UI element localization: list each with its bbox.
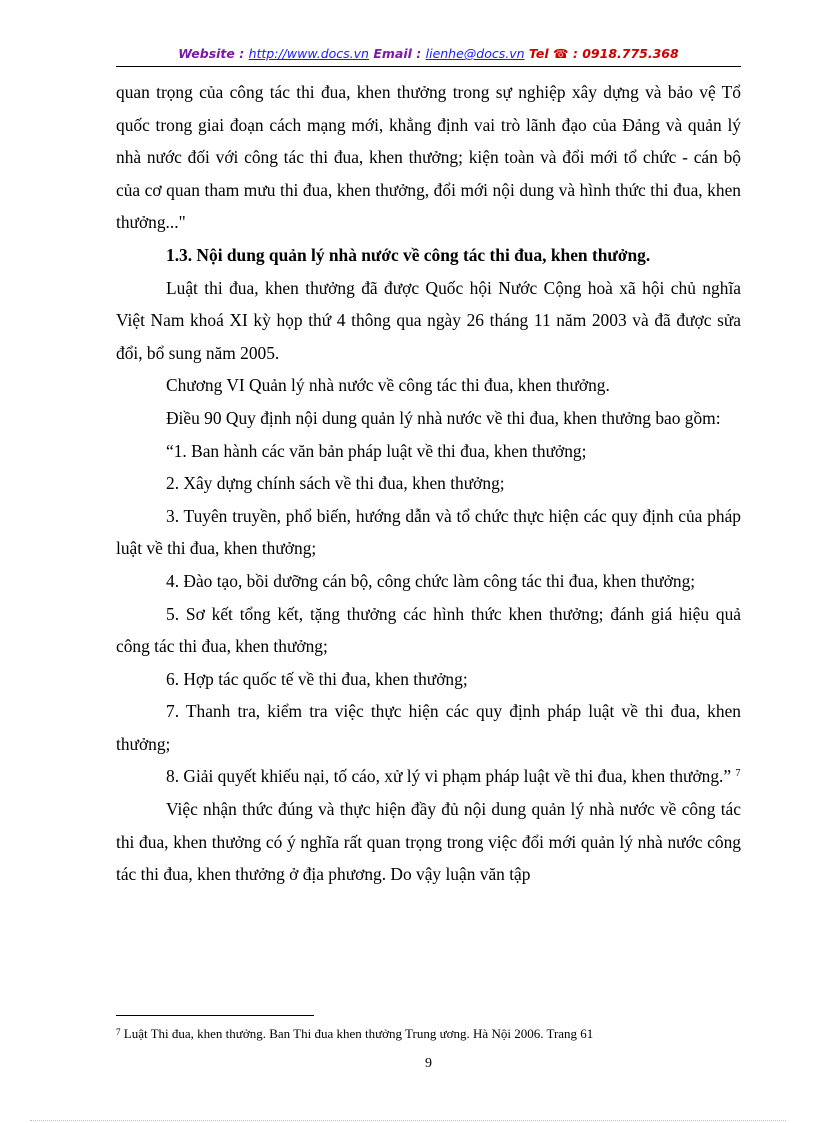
website-link[interactable]: http://www.docs.vn [248, 46, 369, 61]
paragraph-article: Điều 90 Quy định nội dung quản lý nhà nước về thi đua, khen thưởng bao gồm: [166, 407, 721, 428]
paragraph-conclusion: Việc nhận thức đúng và thực hiện đầy đủ nội dung quản lý nhà nước về công tác thi đua, khen thưởng có ý nghĩa rất quan trọng trong việc đổi mới quản lý nhà nước công tác thi đua, khen thưởng ở địa phương. Do vậy luận văn tập [116, 799, 741, 885]
footnote-divider [116, 1015, 314, 1016]
page-bottom-border [30, 1120, 786, 1121]
tel-label: Tel [528, 46, 553, 61]
footnote [116, 1026, 741, 1042]
paragraph-law: Luật thi đua, khen thưởng đã được Quốc hội Nước Cộng hoà xã hội chủ nghĩa Việt Nam khoá XI kỳ họp thứ 4 thông qua ngày 26 tháng 11 năm 2003 và đã được sửa đổi, bổ sung năm 2005. [116, 277, 741, 363]
telephone-icon: ☎ [552, 46, 569, 61]
paragraph-chapter: Chương VI Quản lý nhà nước về công tác thi đua, khen thưởng. [166, 375, 610, 396]
paragraph-continued: quan trọng của công tác thi đua, khen thưởng trong sự nghiệp xây dựng và bảo vệ Tổ quốc trong giai đoạn cách mạng mới, khẳng định vai trò lãnh đạo của Đảng và quản lý nhà nước đối với công tác thi đua, khen thưởng; kiện toàn và đổi mới tổ chức - cán bộ của cơ quan tham mưu thi đua, khen thưởng, đổi mới nội dung và hình thức thi đua, khen thưởng..." [116, 82, 741, 233]
footnote-text: Luật Thi đua, khen thưởng. Ban Thi đua khen thưởng Trung ương. Hà Nội 2006. Trang 61 [120, 1026, 594, 1041]
tel-number: : 0918.775.368 [568, 46, 679, 61]
list-item: 4. Đào tạo, bồi dưỡng cán bộ, công chức làm công tác thi đua, khen thưởng; [166, 570, 696, 591]
section-heading: 1.3. Nội dung quản lý nhà nước về công tác thi đua, khen thưởng. [166, 244, 651, 265]
list-item: 2. Xây dựng chính sách về thi đua, khen thưởng; [166, 473, 505, 494]
footnote-number: 7 [116, 1027, 121, 1037]
email-label: Email : [373, 46, 426, 61]
list-item: 5. Sơ kết tổng kết, tặng thưởng các hình thức khen thưởng; đánh giá hiệu quả công tác thi đua, khen thưởng; [116, 603, 741, 657]
footnote-reference[interactable]: 7 [735, 768, 741, 780]
list-item: 6. Hợp tác quốc tế về thi đua, khen thưởng; [166, 668, 468, 689]
page-number: 9 [425, 1056, 432, 1071]
list-item: 7. Thanh tra, kiểm tra việc thực hiện các quy định pháp luật về thi đua, khen thưởng; [116, 701, 741, 754]
email-link[interactable]: lienhe@docs.vn [425, 46, 525, 61]
list-item: 3. Tuyên truyền, phổ biến, hướng dẫn và tổ chức thực hiện các quy định của pháp luật về thi đua, khen thưởng; [116, 505, 741, 559]
list-item-with-footnote [116, 760, 741, 793]
website-label: Website : [178, 46, 249, 61]
document-body [116, 76, 741, 891]
list-item: “1. Ban hành các văn bản pháp luật về thi đua, khen thưởng; [166, 440, 587, 461]
header-divider [116, 66, 741, 67]
list-item-text: 8. Giải quyết khiếu nại, tố cáo, xử lý vi phạm pháp luật về thi đua, khen thưởng.” [166, 766, 736, 787]
page-header [116, 46, 741, 61]
